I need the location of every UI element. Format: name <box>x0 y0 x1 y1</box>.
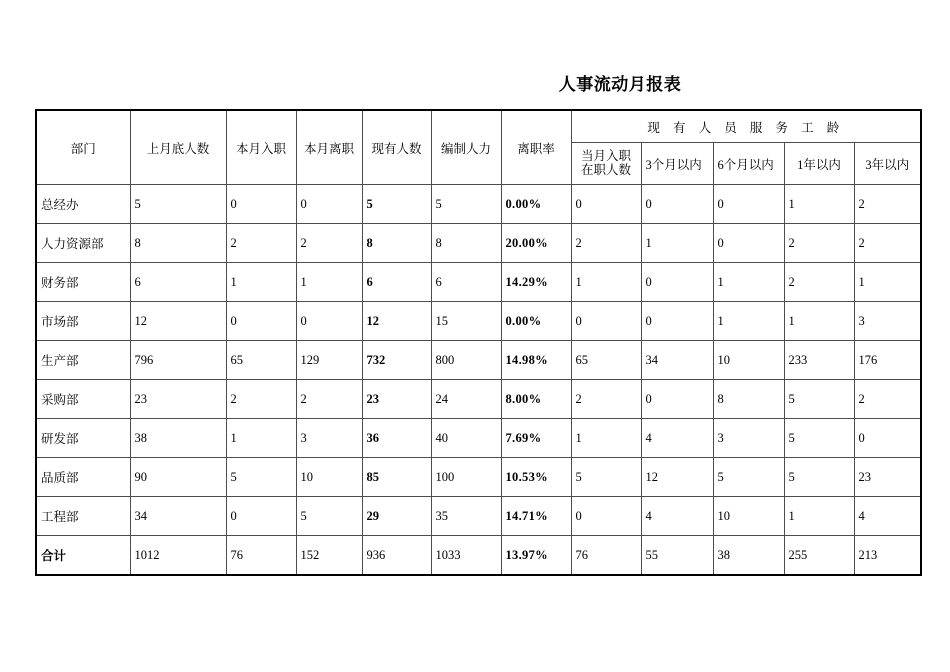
cell-planned-headcount: 8 <box>431 224 501 263</box>
cell-within-6-months: 10 <box>713 341 784 380</box>
header-within-3-months: 3个月以内 <box>641 143 713 185</box>
cell-within-6-months: 1 <box>713 302 784 341</box>
cell-within-3-months: 12 <box>641 458 713 497</box>
header-last-month-end: 上月底人数 <box>130 110 226 185</box>
cell-last-month-end: 6 <box>130 263 226 302</box>
cell-joined-and-retained: 2 <box>571 380 641 419</box>
cell-last-month-end: 38 <box>130 419 226 458</box>
cell-department: 财务部 <box>36 263 130 302</box>
cell-total-planned-headcount: 1033 <box>431 536 501 576</box>
cell-within-1-year: 2 <box>784 224 854 263</box>
cell-planned-headcount: 5 <box>431 185 501 224</box>
cell-current-headcount: 23 <box>362 380 431 419</box>
cell-joined-and-retained: 65 <box>571 341 641 380</box>
cell-within-3-years: 2 <box>854 185 921 224</box>
cell-joined-and-retained: 1 <box>571 419 641 458</box>
cell-within-3-years: 23 <box>854 458 921 497</box>
cell-left-this-month: 3 <box>296 419 362 458</box>
cell-turnover-rate: 0.00% <box>501 185 571 224</box>
cell-within-3-months: 34 <box>641 341 713 380</box>
header-tenure-group-title: 现 有 人 员 服 务 工 龄 <box>571 110 921 143</box>
table-row <box>36 224 921 263</box>
cell-within-1-year: 233 <box>784 341 854 380</box>
header-within-6-months: 6个月以内 <box>713 143 784 185</box>
cell-within-1-year: 1 <box>784 185 854 224</box>
cell-last-month-end: 796 <box>130 341 226 380</box>
cell-department: 总经办 <box>36 185 130 224</box>
cell-current-headcount: 6 <box>362 263 431 302</box>
cell-department: 生产部 <box>36 341 130 380</box>
cell-joined-and-retained: 0 <box>571 185 641 224</box>
cell-within-1-year: 1 <box>784 497 854 536</box>
cell-joined-and-retained: 0 <box>571 302 641 341</box>
cell-within-1-year: 2 <box>784 263 854 302</box>
cell-total-joined-and-retained: 76 <box>571 536 641 576</box>
cell-joined-this-month: 5 <box>226 458 296 497</box>
cell-left-this-month: 10 <box>296 458 362 497</box>
cell-joined-this-month: 1 <box>226 263 296 302</box>
cell-turnover-rate: 8.00% <box>501 380 571 419</box>
cell-total-last-month-end: 1012 <box>130 536 226 576</box>
cell-total-within-6-months: 38 <box>713 536 784 576</box>
cell-total-left-this-month: 152 <box>296 536 362 576</box>
cell-within-3-years: 2 <box>854 224 921 263</box>
table-row <box>36 302 921 341</box>
cell-turnover-rate: 7.69% <box>501 419 571 458</box>
cell-joined-this-month: 0 <box>226 185 296 224</box>
cell-joined-this-month: 2 <box>226 380 296 419</box>
table-row <box>36 419 921 458</box>
table-row <box>36 341 921 380</box>
table-row <box>36 497 921 536</box>
cell-within-3-months: 0 <box>641 185 713 224</box>
header-department: 部门 <box>36 110 130 185</box>
cell-left-this-month: 0 <box>296 185 362 224</box>
cell-turnover-rate: 14.29% <box>501 263 571 302</box>
cell-within-3-months: 4 <box>641 419 713 458</box>
cell-within-3-years: 3 <box>854 302 921 341</box>
cell-within-3-years: 4 <box>854 497 921 536</box>
cell-total-joined-this-month: 76 <box>226 536 296 576</box>
cell-department: 市场部 <box>36 302 130 341</box>
cell-department: 采购部 <box>36 380 130 419</box>
cell-turnover-rate: 14.98% <box>501 341 571 380</box>
cell-total-turnover-rate: 13.97% <box>501 536 571 576</box>
cell-last-month-end: 8 <box>130 224 226 263</box>
cell-joined-this-month: 65 <box>226 341 296 380</box>
cell-total-within-3-years: 213 <box>854 536 921 576</box>
cell-left-this-month: 2 <box>296 224 362 263</box>
cell-within-1-year: 5 <box>784 419 854 458</box>
cell-last-month-end: 23 <box>130 380 226 419</box>
header-within-3-years: 3年以内 <box>854 143 921 185</box>
cell-within-6-months: 10 <box>713 497 784 536</box>
cell-within-6-months: 5 <box>713 458 784 497</box>
header-planned-headcount: 编制人力 <box>431 110 501 185</box>
cell-left-this-month: 0 <box>296 302 362 341</box>
header-within-1-year: 1年以内 <box>784 143 854 185</box>
table-body <box>36 110 921 575</box>
header-left-this-month: 本月离职 <box>296 110 362 185</box>
cell-current-headcount: 5 <box>362 185 431 224</box>
cell-within-3-months: 1 <box>641 224 713 263</box>
cell-left-this-month: 129 <box>296 341 362 380</box>
table-total-row <box>36 536 921 576</box>
cell-turnover-rate: 14.71% <box>501 497 571 536</box>
cell-left-this-month: 1 <box>296 263 362 302</box>
cell-within-3-months: 0 <box>641 380 713 419</box>
table-row <box>36 263 921 302</box>
cell-current-headcount: 85 <box>362 458 431 497</box>
cell-last-month-end: 5 <box>130 185 226 224</box>
cell-last-month-end: 34 <box>130 497 226 536</box>
cell-planned-headcount: 15 <box>431 302 501 341</box>
cell-planned-headcount: 800 <box>431 341 501 380</box>
cell-turnover-rate: 10.53% <box>501 458 571 497</box>
cell-last-month-end: 12 <box>130 302 226 341</box>
cell-planned-headcount: 40 <box>431 419 501 458</box>
cell-current-headcount: 732 <box>362 341 431 380</box>
header-turnover-rate: 离职率 <box>501 110 571 185</box>
cell-planned-headcount: 6 <box>431 263 501 302</box>
cell-last-month-end: 90 <box>130 458 226 497</box>
cell-department: 研发部 <box>36 419 130 458</box>
cell-left-this-month: 5 <box>296 497 362 536</box>
cell-within-1-year: 1 <box>784 302 854 341</box>
table-row <box>36 380 921 419</box>
cell-within-3-years: 2 <box>854 380 921 419</box>
cell-current-headcount: 29 <box>362 497 431 536</box>
cell-current-headcount: 12 <box>362 302 431 341</box>
cell-within-6-months: 8 <box>713 380 784 419</box>
header-joined-this-month: 本月入职 <box>226 110 296 185</box>
cell-joined-and-retained: 5 <box>571 458 641 497</box>
cell-total-within-1-year: 255 <box>784 536 854 576</box>
cell-joined-and-retained: 2 <box>571 224 641 263</box>
cell-within-1-year: 5 <box>784 458 854 497</box>
cell-department: 工程部 <box>36 497 130 536</box>
cell-current-headcount: 8 <box>362 224 431 263</box>
cell-joined-this-month: 0 <box>226 302 296 341</box>
report-table-container <box>35 109 920 576</box>
cell-turnover-rate: 20.00% <box>501 224 571 263</box>
cell-joined-and-retained: 1 <box>571 263 641 302</box>
cell-total-current-headcount: 936 <box>362 536 431 576</box>
cell-within-6-months: 0 <box>713 224 784 263</box>
cell-department: 人力资源部 <box>36 224 130 263</box>
table-row <box>36 458 921 497</box>
table-row <box>36 185 921 224</box>
cell-joined-and-retained: 0 <box>571 497 641 536</box>
cell-turnover-rate: 0.00% <box>501 302 571 341</box>
cell-joined-this-month: 1 <box>226 419 296 458</box>
cell-planned-headcount: 100 <box>431 458 501 497</box>
page-title: 人事流动月报表 <box>558 75 682 94</box>
cell-within-3-months: 0 <box>641 263 713 302</box>
cell-left-this-month: 2 <box>296 380 362 419</box>
cell-within-3-months: 4 <box>641 497 713 536</box>
cell-current-headcount: 36 <box>362 419 431 458</box>
cell-within-3-years: 0 <box>854 419 921 458</box>
cell-department: 品质部 <box>36 458 130 497</box>
cell-total-within-3-months: 55 <box>641 536 713 576</box>
header-joined-and-retained: 当月入职在职人数 <box>571 143 641 185</box>
cell-within-1-year: 5 <box>784 380 854 419</box>
cell-within-3-months: 0 <box>641 302 713 341</box>
header-current-headcount: 现有人数 <box>362 110 431 185</box>
cell-within-3-years: 176 <box>854 341 921 380</box>
cell-planned-headcount: 35 <box>431 497 501 536</box>
cell-within-6-months: 0 <box>713 185 784 224</box>
cell-planned-headcount: 24 <box>431 380 501 419</box>
cell-joined-this-month: 2 <box>226 224 296 263</box>
cell-within-6-months: 1 <box>713 263 784 302</box>
cell-total-label: 合计 <box>36 536 130 576</box>
cell-joined-this-month: 0 <box>226 497 296 536</box>
cell-within-3-years: 1 <box>854 263 921 302</box>
cell-within-6-months: 3 <box>713 419 784 458</box>
hr-turnover-table <box>35 109 922 576</box>
table-header-group-row <box>36 110 921 143</box>
